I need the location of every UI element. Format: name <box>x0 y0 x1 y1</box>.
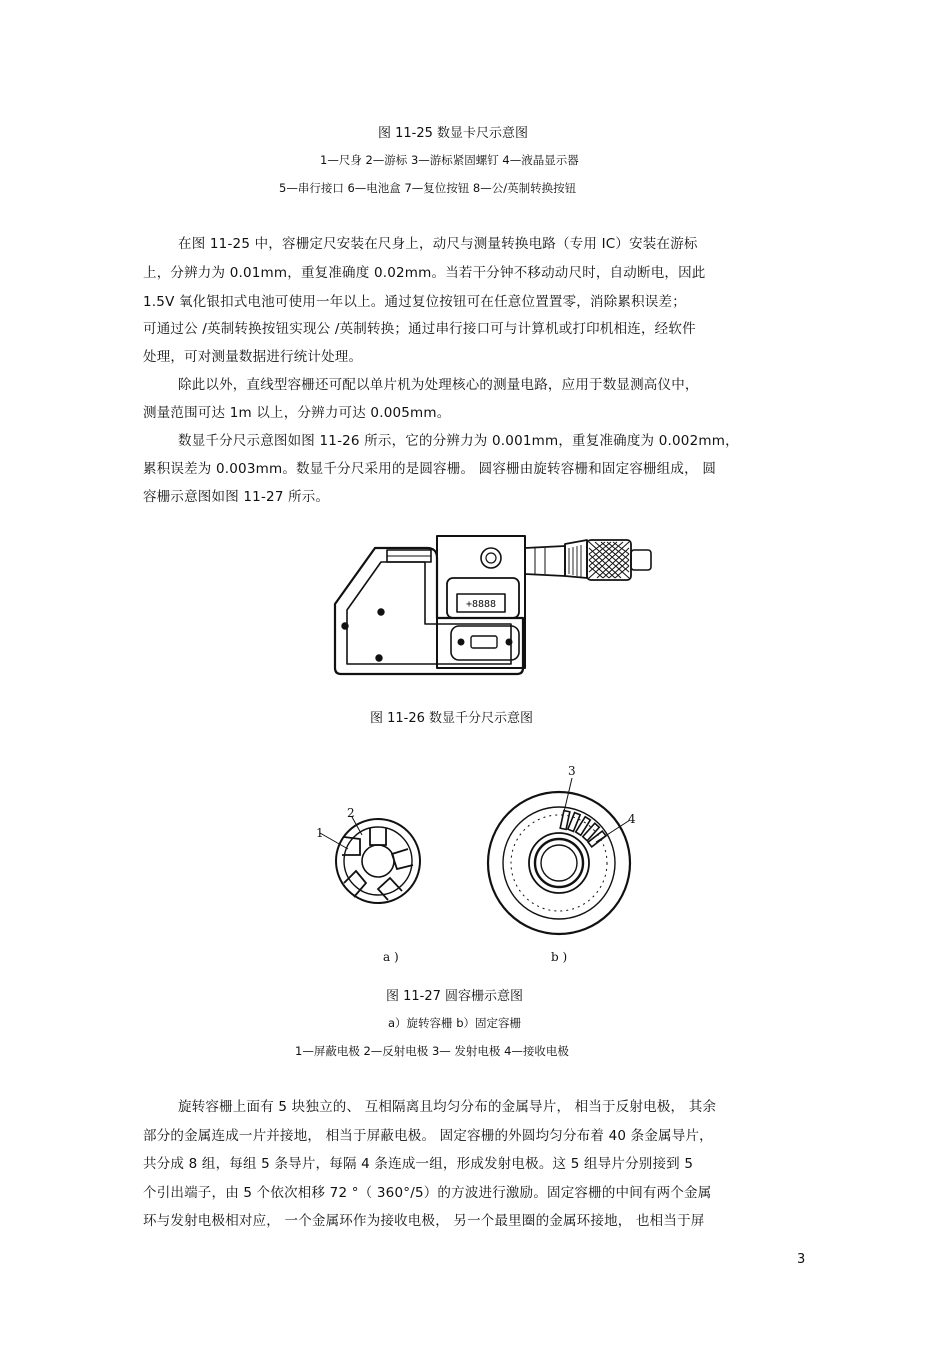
fig27-legend-line1: a）旋转容栅 b）固定容栅 <box>388 1016 522 1030</box>
fig27b-fixed-grid-drawing <box>484 778 634 943</box>
para1-line2: 上，分辨力为 0.01mm，重复准确度 0.02mm。当若干分钟不移动动尺时，自动断电，因此 <box>143 265 706 281</box>
fig26-micrometer-drawing <box>325 518 665 680</box>
fig27-label-2: 2 <box>347 806 355 820</box>
para4-line4: 个引出端子，由 5 个依次相移 72 °（ 360°/5）的方波进行激励。固定容栅的中间有两个金属 <box>143 1185 712 1201</box>
fig27-sublabel-b: b ) <box>551 950 568 964</box>
para2-line1: 除此以外，直线型容栅还可配以单片机为处理核心的测量电路，应用于数显测高仪中， <box>178 377 699 393</box>
para4-line1: 旋转容栅上面有 5 块独立的、 互相隔离且均匀分布的金属导片， 相当于反射电极， 其余 <box>178 1099 717 1115</box>
fig26-display-readout: +8888 <box>465 599 497 610</box>
para2-line2: 测量范围可达 1m 以上，分辨力可达 0.005mm。 <box>143 405 451 421</box>
fig26-caption: 图 11-26 数显千分尺示意图 <box>370 711 534 726</box>
fig27-label-1: 1 <box>316 826 324 840</box>
para3-line3: 容栅示意图如图 11-27 所示。 <box>143 489 330 505</box>
para3-line2: 累积误差为 0.003mm。数显千分尺采用的是圆容栅。 圆容栅由旋转容栅和固定容栅组成， 圆 <box>143 461 717 477</box>
fig27-sublabel-a: a ) <box>383 950 399 964</box>
para4-line2: 部分的金属连成一片并接地， 相当于屏蔽电极。 固定容栅的外圆均匀分布着 40 条金属导片， <box>143 1128 713 1144</box>
para3-line1: 数显千分尺示意图如图 11-26 所示，它的分辨力为 0.001mm，重复准确度为 0.002mm， <box>178 433 739 449</box>
fig25-legend-line2: 5—串行接口 6—电池盒 7—复位按钮 8—公/英制转换按钮 <box>279 181 577 195</box>
fig27-legend-line2: 1—屏蔽电极 2—反射电极 3— 发射电极 4—接收电极 <box>295 1044 569 1058</box>
page-number: 3 <box>797 1252 806 1267</box>
fig25-caption: 图 11-25 数显卡尺示意图 <box>378 126 529 141</box>
para1-line3: 1.5V 氧化银扣式电池可使用一年以上。通过复位按钮可在任意位置置零，消除累积误差； <box>143 294 686 310</box>
fig27-label-4: 4 <box>628 812 636 826</box>
fig27a-rotating-grid-drawing <box>318 805 438 915</box>
fig27-caption: 图 11-27 圆容栅示意图 <box>386 989 524 1004</box>
para1-line5: 处理，可对测量数据进行统计处理。 <box>143 349 363 365</box>
fig27-label-3: 3 <box>568 764 576 778</box>
para4-line5: 环与发射电极相对应， 一个金属环作为接收电极， 另一个最里圈的金属环接地， 也相当于屏 <box>143 1213 705 1229</box>
para1-line4: 可通过公 /英制转换按钮实现公 /英制转换；通过串行接口可与计算机或打印机相连，经软件 <box>143 321 696 337</box>
para1-line1: 在图 11-25 中，容栅定尺安装在尺身上，动尺与测量转换电路（专用 IC）安装在游标 <box>178 236 698 252</box>
fig25-legend-line1: 1—尺身 2—游标 3—游标紧固螺钉 4—液晶显示器 <box>320 153 579 167</box>
para4-line3: 共分成 8 组，每组 5 条导片，每隔 4 条连成一组，形成发射电极。这 5 组导片分别接到 5 <box>143 1156 694 1172</box>
